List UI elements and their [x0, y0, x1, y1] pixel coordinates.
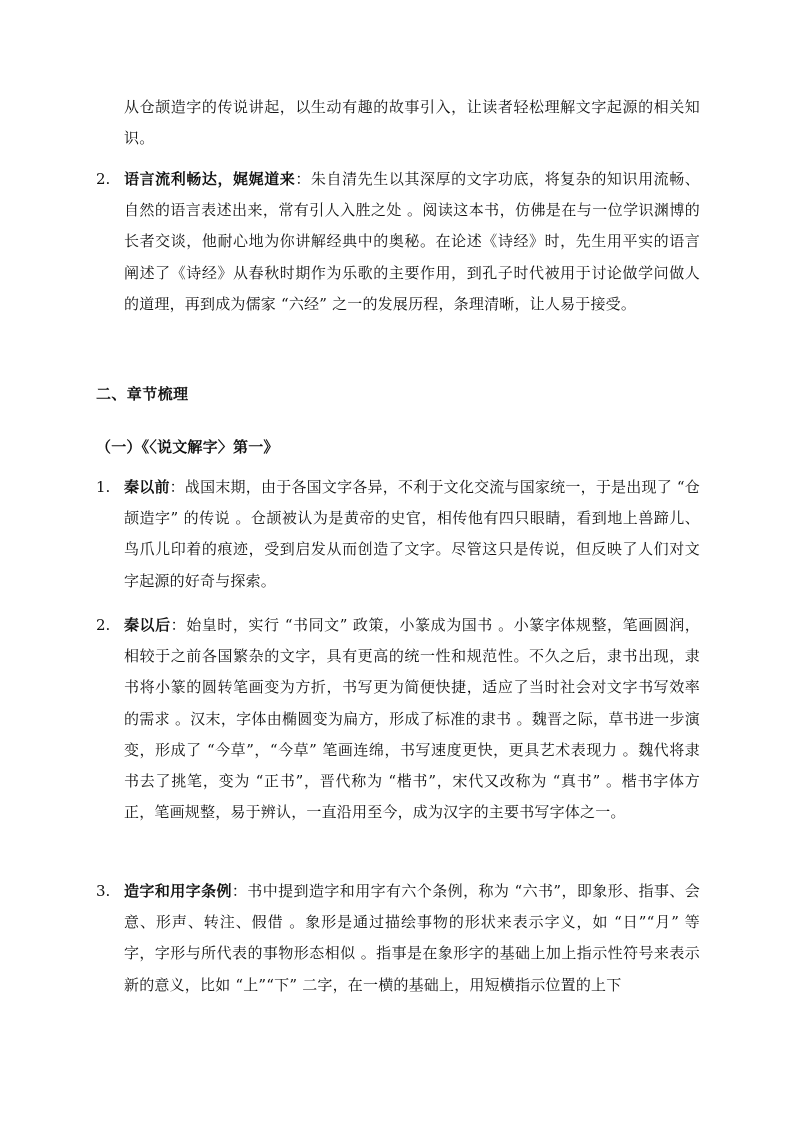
chapter-item-number: 1.: [96, 478, 111, 496]
feature-item-title: 语言流利畅达，娓娓道来: [124, 170, 296, 188]
chapter-item-number: 3.: [96, 882, 111, 900]
chapter-item-body: [124, 472, 700, 597]
chapter-item-1: [96, 472, 700, 597]
feature-item-body: [124, 164, 700, 320]
chapter-item-3: [96, 876, 700, 1001]
chapter-item-text: ：始皇时，实行 “书同文” 政策，小篆成为国书 。小篆字体规整，笔画圆润，相较于之前各国繁杂的文字，具有更高的统一性和规范性。不久之后，隶书出现，隶书将小篆的圆转笔画变为方折，书写更为简便快捷，适应了当时社会对文字书写效率的需求 。汉末，字体由椭圆变为扁方，形成了标准的隶书 。魏晋之际，草书进一步演变，形成了 “今草”，“今草” 笔画连绵，书写速度更快，更具艺术表现力 。魏代将隶书去了挑笔，变为 “正书”，晋代称为 “楷书”，宋代又改称为 “真书” 。楷书字体方正，笔画规整，易于辨认，一直沿用至今，成为汉字的主要书写字体之一。: [124, 616, 700, 822]
chapter-item-title: 秦以前: [124, 478, 170, 496]
chapter-item-body: [124, 876, 700, 1001]
chapter-item-body: [124, 610, 700, 828]
chapter-item-number: 2.: [96, 616, 111, 634]
feature-item-number: 2.: [96, 170, 111, 188]
feature-item-text: ：朱自清先生以其深厚的文字功底，将复杂的知识用流畅、自然的语言表述出来，常有引人入胜之处 。阅读这本书，仿佛是在与一位学识渊博的长者交谈，他耐心地为你讲解经典中的奥秘。在论述《诗经》时，先生用平实的语言阐述了《诗经》从春秋时期作为乐歌的主要作用，到孔子时代被用于讨论做学问做人的道理，再到成为儒家 “六经” 之一的发展历程，条理清晰，让人易于接受。: [124, 170, 701, 313]
chapter-item-title: 造字和用字条例: [124, 882, 232, 900]
section-subheading: （一）《〈说文解字〉第一》: [96, 438, 279, 456]
chapter-item-text: ：战国末期，由于各国文字各异，不利于文化交流与国家统一，于是出现了 “仓颉造字” 的传说 。仓颉被认为是黄帝的史官，相传他有四只眼睛，看到地上兽蹄儿、鸟爪儿印着的痕迹，受到启发从而创造了文字。尽管这只是传说，但反映了人们对文字起源的好奇与探索。: [124, 478, 701, 590]
chapter-item-title: 秦以后: [124, 616, 171, 634]
chapter-item-2: [96, 610, 700, 828]
feature-item-2: [96, 164, 700, 320]
chapter-item-text: ：书中提到造字和用字有六个条例，称为 “六书”，即象形、指事、会意、形声、转注、假借 。象形是通过描绘事物的形状来表示字义，如 “日”“月” 等字，字形与所代表的事物形态相似 。指事是在象形字的基础上加上指示性符号来表示新的意义，比如 “上”“下” 二字，在一横的基础上，用短横指示位置的上下: [124, 882, 700, 994]
section-heading: 二、章节梳理: [96, 385, 189, 403]
intro-continuation-paragraph: 从仓颉造字的传说讲起，以生动有趣的故事引入，让读者轻松理解文字起源的相关知识。: [124, 98, 700, 148]
